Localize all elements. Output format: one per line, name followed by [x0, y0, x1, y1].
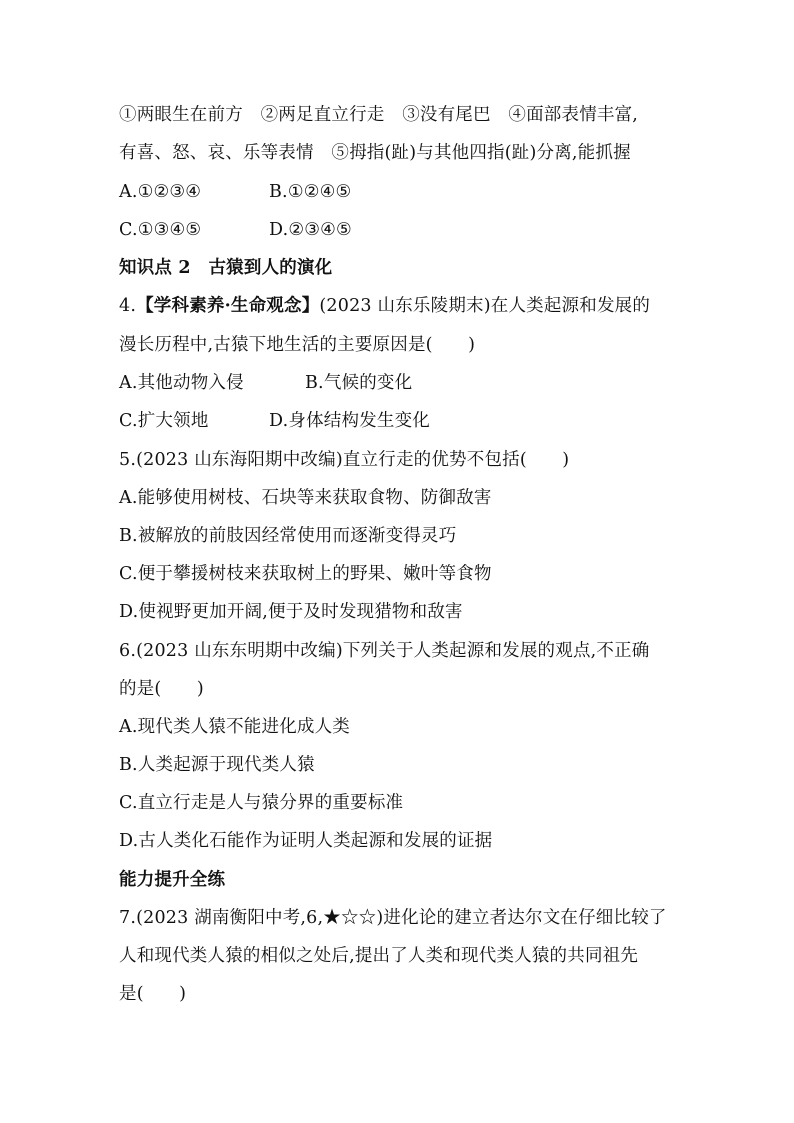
q3-option-c: C.①③④⑤ — [119, 220, 202, 240]
q3-stem-line-2: 有喜、怒、哀、乐等表情 ⑤拇指(趾)与其他四指(趾)分离,能抓握 — [119, 143, 631, 163]
q3-option-d: D.②③④⑤ — [269, 220, 352, 240]
q6-option-d: D.古人类化石能作为证明人类起源和发展的证据 — [119, 831, 493, 851]
q4-option-c: C.扩大领地 — [119, 411, 209, 431]
q6-stem-line-2: 的是( ) — [119, 679, 204, 699]
q5-option-a: A.能够使用树枝、石块等来获取食物、防御敌害 — [119, 488, 492, 508]
q4-stem-line-1 — [119, 294, 754, 318]
q4-option-a: A.其他动物入侵 — [119, 373, 244, 393]
q7-stem-line-3: 是( ) — [119, 984, 187, 1004]
q3-option-a: A.①②③④ — [119, 182, 202, 202]
q6-option-a: A.现代类人猿不能进化成人类 — [119, 717, 350, 737]
q4-tag: 【学科素养·生命观念】 — [136, 296, 320, 316]
q6-option-c: C.直立行走是人与猿分界的重要标准 — [119, 793, 404, 813]
q3-option-b: B.①②④⑤ — [269, 182, 352, 202]
q4-stem-line-2: 漫长历程中,古猿下地生活的主要原因是( ) — [119, 335, 476, 355]
q4-option-b: B.气候的变化 — [305, 373, 413, 393]
q4-number: 4. — [119, 296, 137, 316]
section-title-ability: 能力提升全练 — [119, 870, 226, 890]
q7-stem-line-1: 7.(2023 湖南衡阳中考,6,★☆☆)进化论的建立者达尔文在仔细比较了 — [119, 908, 667, 928]
q5-option-b: B.被解放的前肢因经常使用而逐渐变得灵巧 — [119, 526, 457, 546]
q5-option-d: D.使视野更加开阔,便于及时发现猎物和敌害 — [119, 602, 463, 622]
q5-option-c: C.便于攀援树枝来获取树上的野果、嫩叶等食物 — [119, 564, 492, 584]
q6-option-b: B.人类起源于现代类人猿 — [119, 755, 315, 775]
q6-stem-line-1: 6.(2023 山东东明期中改编)下列关于人类起源和发展的观点,不正确 — [119, 641, 650, 661]
q4-option-d: D.身体结构发生变化 — [269, 411, 430, 431]
q5-stem: 5.(2023 山东海阳期中改编)直立行走的优势不包括( ) — [119, 450, 570, 470]
q3-stem-line-1: ①两眼生在前方 ②两足直立行走 ③没有尾巴 ④面部表情丰富, — [119, 105, 639, 125]
section-title-knowledge-2: 知识点 2 古猿到人的演化 — [119, 258, 333, 278]
q4-stem-rest: (2023 山东乐陵期末)在人类起源和发展的 — [319, 296, 651, 316]
q7-stem-line-2: 人和现代类人猿的相似之处后,提出了人类和现代类人猿的共同祖先 — [119, 946, 639, 966]
